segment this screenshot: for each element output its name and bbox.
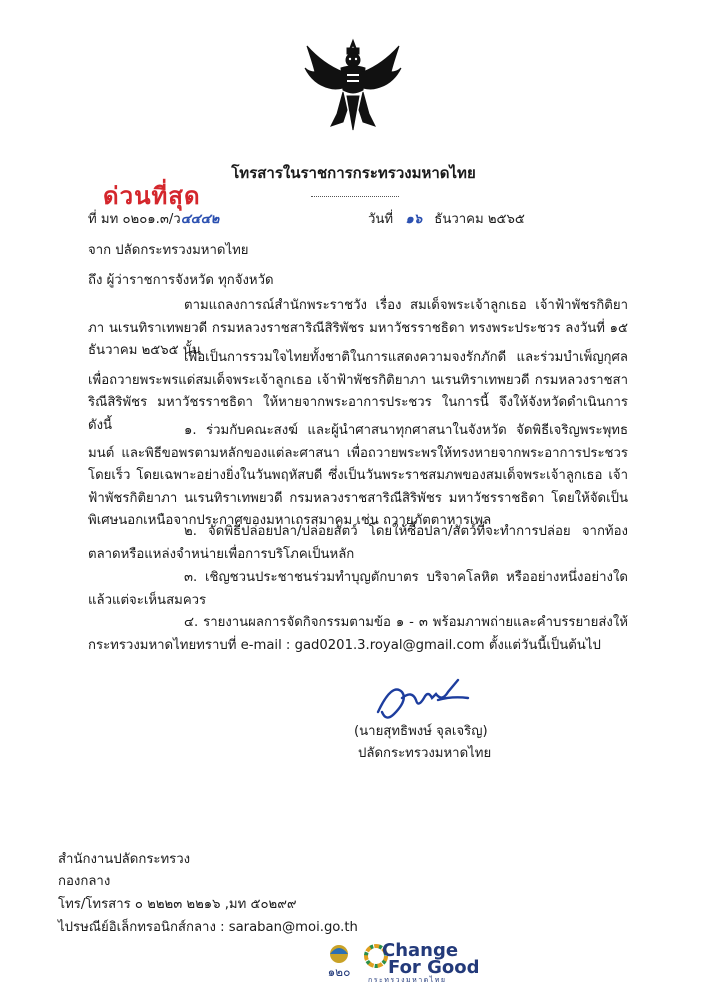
footer-email: ไปรษณีย์อิเล็กทรอนิกส์กลาง : saraban@moi.go.th: [58, 920, 358, 935]
date-day: ๑๖: [405, 212, 423, 227]
anniversary-logo-icon: [318, 940, 360, 982]
footer-office: สำนักงานปลัดกระทรวง: [58, 852, 191, 867]
paragraph-item-1: ๑. ร่วมกับคณะสงฆ์ และผู้นำศาสนาทุกศาสนาในจังหวัด จัดพิธีเจริญพระพุทธมนต์ และพิธีขอพรตามหลักของแต่ละศาสนา เพื่อถวายพระพรให้ทรงหายจากพระอาการประชวรโดยเร็ว โดยเฉพาะอย่างยิ่งในวันพฤหัสบดี ซึ่งเป็นวันพระราชสมภพของสมเด็จพระเจ้าลูกเธอ เจ้าฟ้าพัชรกิติยาภา นเรนทิราเทพยวดี กรมหลวงราชสาริณีสิริพัชร มหาวัชรราชธิดา โดยให้จัดเป็นพิเศษนอกเหนือจากประกาศของมหาเถรสมาคม เช่น ถวายภัตตาหารเพล: [88, 423, 628, 529]
paragraph-reference: ตามแถลงการณ์สำนักพระราชวัง เรื่อง สมเด็จพระเจ้าลูกเธอ เจ้าฟ้าพัชรกิติยาภา นเรนทิราเทพยวดี กรมหลวงราชสาริณีสิริพัชร มหาวัชรราชธิดา ทรงพระประชวร ลงวันที่ ๑๕ ธันวาคม ๒๕๖๕ นั้น: [88, 298, 628, 359]
reference-prefix: ที่ มท ๐๒๐๑.๓/ว: [88, 212, 181, 227]
urgency-stamp: ด่วนที่สุด: [103, 182, 201, 210]
campaign-line-2: For Good: [388, 957, 480, 978]
footer-division: กองกลาง: [58, 874, 111, 889]
anniversary-number: ๑๒๐: [327, 965, 351, 979]
campaign-line-3: กระทรวงมหาดไทย: [368, 976, 447, 984]
document-title: โทรสารในราชการกระทรวงมหาดไทย: [231, 164, 476, 182]
date-line: [368, 210, 525, 230]
paragraph-item-3: ๓. เชิญชวนประชาชนร่วมทำบุญตักบาตร บริจาคโลหิต หรืออย่างหนึ่งอย่างใด แล้วแต่จะเห็นสมควร: [88, 570, 628, 608]
paragraph-purpose: เพื่อเป็นการรวมใจไทยทั้งชาติในการแสดงความจงรักภักดี และร่วมบำเพ็ญกุศลเพื่อถวายพระพรแด่สมเด็จพระเจ้าลูกเธอ เจ้าฟ้าพัชรกิติยาภา นเรนทิราเทพยวดี กรมหลวงราชสาริณีสิริพัชร มหาวัชรราชธิดา ให้หายจากพระอาการประชวร ในการนี้ จึงให้จังหวัดดำเนินการ ดังนี้: [88, 350, 628, 433]
paragraph-item-2: ๒. จัดพิธีปล่อยปลา/ปล่อยสัตว์ โดยให้ซื้อปลา/สัตว์ที่จะทำการปล่อย จากท้องตลาดหรือแหล่งจำหน่ายเพื่อการบริโภคเป็นหลัก: [88, 524, 628, 562]
date-prefix: วันที่: [368, 212, 394, 227]
reference-number: ๔๔๔๒: [180, 212, 220, 227]
garuda-emblem-icon: [303, 34, 403, 134]
campaign-line-1: Change: [382, 940, 459, 961]
paragraph-item-4: ๔. รายงานผลการจัดกิจกรรมตามข้อ ๑ - ๓ พร้อมภาพถ่ายและคำบรรยายส่งให้กระทรวงมหาดไทยทราบที่ e-mail : gad0201.3.royal@gmail.com ตั้งแต่วันนี้เป็นต้นไป: [88, 615, 628, 653]
date-month-year: ธันวาคม ๒๕๖๕: [434, 212, 525, 227]
title-divider: [311, 196, 399, 197]
to-line: ถึง ผู้ว่าราชการจังหวัด ทุกจังหวัด: [88, 273, 274, 288]
signer-position: ปลัดกระทรวงมหาดไทย: [358, 746, 492, 761]
signer-name: (นายสุทธิพงษ์ จุลเจริญ): [354, 724, 488, 739]
handwritten-signature: [372, 672, 472, 724]
reference-line: [88, 210, 219, 230]
footer-phone: โทร/โทรสาร ๐ ๒๒๒๓ ๒๒๑๖ ,มท ๕๐๒๙๙: [58, 897, 297, 912]
from-line: จาก ปลัดกระทรวงมหาดไทย: [88, 243, 249, 258]
